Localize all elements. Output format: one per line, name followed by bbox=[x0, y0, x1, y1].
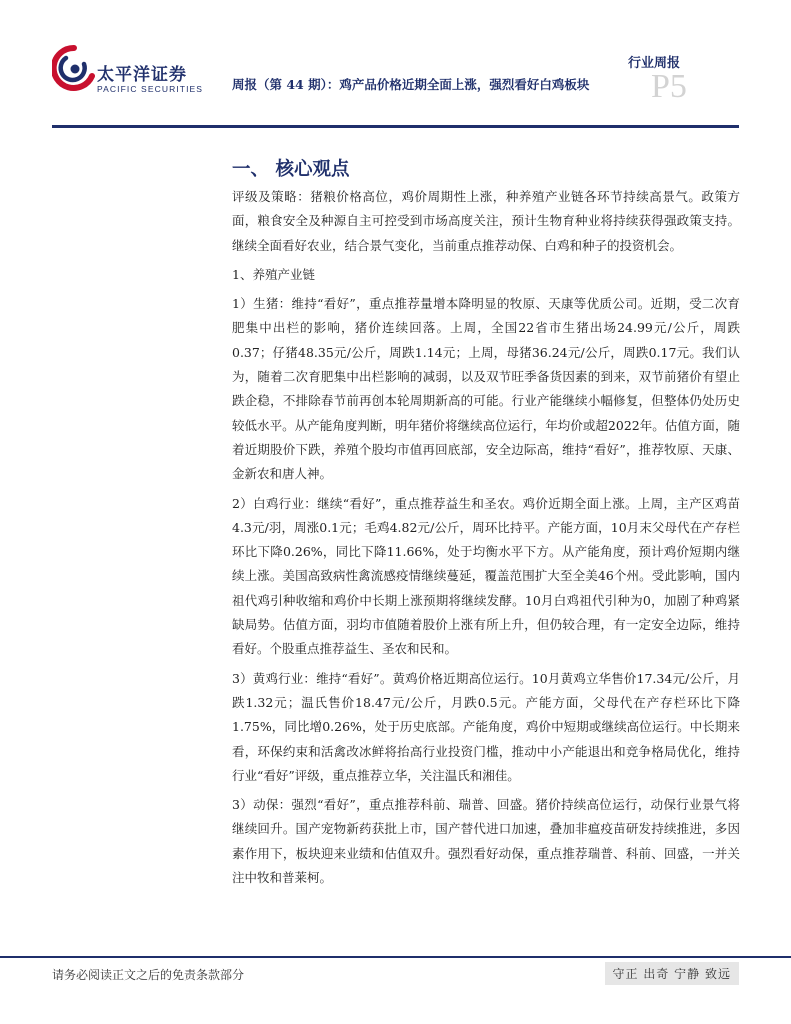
report-type-label: 行业周报 bbox=[627, 56, 680, 71]
paragraph-subheading-breeding-chain: 1、养殖产业链 bbox=[232, 266, 315, 282]
pacific-securities-logo-icon bbox=[52, 42, 96, 98]
paragraph-yellow-chicken: 3）黄鸡行业：维持“看好”。黄鸡价格近期高位运行。10月黄鸡立华售价17.34元/公斤，月跌1.32元；温氏售价18.47元/公斤，月跌0.5元。产能方面，父母代在产存栏环比下降1.75%，同比增0.26%，处于历史底部。产能角度，鸡价中短期或继续高位运行。中长期来看，环保约束和活禽改冰鲜将抬高行业投资门槛，推动中小产能退出和竞争格局优化，维持行业“看好”评级，重点推荐立华，关注温氏和湘佳。 bbox=[232, 670, 740, 783]
paragraph-rating-strategy: 评级及策略：猪粮价格高位，鸡价周期性上涨，种养殖产业链各环节持续高景气。政策方面，粮食安全及种源自主可控受到市场高度关注，预计生物育种业将持续获得强政策支持。继续全面看好农业，结合景气变化，当前重点推荐动保、白鸡和种子的投资机会。 bbox=[232, 189, 740, 253]
page-number: P5 bbox=[651, 68, 687, 105]
paragraph-hogs: 1）生猪：维持“看好”，重点推荐量增本降明显的牧原、天康等优质公司。近期，受二次育肥集中出栏的影响，猪价连续回落。上周，全国22省市生猪出场24.99元/公斤，周跌0.37；仔猪48.35元/公斤，周跌1.14元；上周，母猪36.24元/公斤，周跌0.17元。我们认为，随着二次育肥集中出栏影响的减弱，以及双节旺季备货因素的到来，双节前猪价有望止跌企稳，不排除春节前再创本轮周期新高的可能。行业产能继续小幅修复，但整体仍处历史较低水平。从产能角度判断，明年猪价将继续高位运行，年均价或超2022年。估值方面，随着近期股价下跌，养殖个股均市值再回底部，安全边际高，维持“看好”，推荐牧原、天康、金新农和唐人神。 bbox=[232, 296, 740, 482]
report-title: 周报（第 44 期）：鸡产品价格近期全面上涨，强烈看好白鸡板块 bbox=[232, 77, 590, 92]
logo-chinese-name: 太平洋证券 bbox=[97, 65, 187, 85]
header-divider bbox=[52, 125, 739, 128]
paragraph-white-chicken: 2）白鸡行业：继续“看好”，重点推荐益生和圣农。鸡价近期全面上涨。上周，主产区鸡苗4.3元/羽，周涨0.1元；毛鸡4.82元/公斤，周环比持平。产能方面，10月末父母代在产存栏环比下降0.26%，同比下降11.66%，处于均衡水平下方。从产能角度，预计鸡价短期内继续上涨。美国高致病性禽流感疫情继续蔓延，覆盖范围扩大至全美46个州。受此影响，国内祖代鸡引种收缩和鸡价中长期上涨预期将继续发酵。10月白鸡祖代引种为0，加剧了种鸡紧缺局势。估值方面，羽均市值随着股价上涨有所上升，但仍较合理，有一定安全边际，维持看好。个股重点推荐益生、圣农和民和。 bbox=[232, 495, 740, 657]
body-content bbox=[232, 180, 740, 894]
paragraph-animal-health: 3）动保：强烈“看好”，重点推荐科前、瑞普、回盛。猪价持续高位运行，动保行业景气将继续回升。国产宠物新药获批上市，国产替代进口加速，叠加非瘟疫苗研发持续推进，多因素作用下，板块迎来业绩和估值双升。强烈看好动保，重点推荐瑞普、科前、回盛，一并关注中牧和普莱柯。 bbox=[232, 797, 740, 886]
logo-english-name: PACIFIC SECURITIES bbox=[97, 84, 204, 94]
section-heading: 一、 核心观点 bbox=[232, 159, 350, 180]
footer-motto: 守正 出奇 宁静 致远 bbox=[605, 962, 739, 985]
company-logo bbox=[52, 42, 212, 98]
footer-disclaimer: 请务必阅读正文之后的免责条款部分 bbox=[52, 968, 245, 982]
footer-divider bbox=[0, 956, 791, 958]
